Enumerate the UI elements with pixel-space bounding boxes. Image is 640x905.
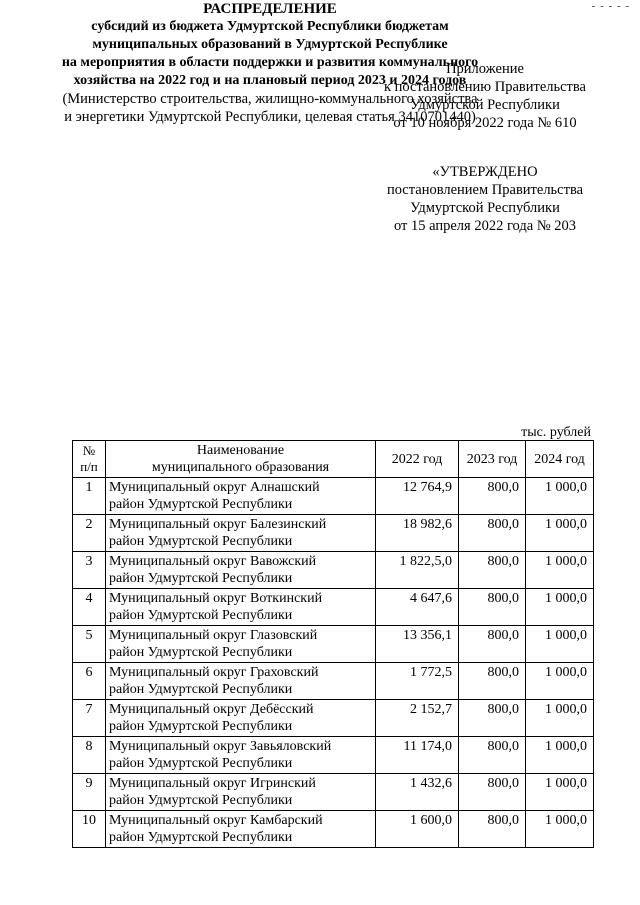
table-body	[73, 478, 594, 848]
page-mark: - - - - -	[591, 0, 630, 12]
value-2024: 1 000,0	[526, 552, 594, 589]
municipality-name	[106, 737, 376, 774]
row-number: 10	[73, 811, 106, 848]
municipality-name	[106, 774, 376, 811]
appendix-line: Удмуртской Республики	[410, 97, 560, 113]
table-row	[73, 774, 594, 811]
approved-line: от 15 апреля 2022 года № 203	[393, 218, 577, 234]
value-2024: 1 000,0	[526, 626, 594, 663]
table-row	[73, 552, 594, 589]
approved-line: «УТВЕРЖДЕНО	[432, 164, 538, 180]
value-2024: 1 000,0	[526, 478, 594, 515]
table-row	[73, 811, 594, 848]
row-number: 1	[73, 478, 106, 515]
municipality-name-line: район Удмуртской Республики	[109, 756, 293, 771]
value-2022: 4 647,6	[376, 589, 459, 626]
municipality-name-line: район Удмуртской Республики	[109, 608, 293, 623]
value-2023: 800,0	[459, 589, 526, 626]
header-2022: 2022 год	[376, 441, 459, 478]
value-2022: 11 174,0	[376, 737, 459, 774]
municipality-name-line: Муниципальный округ Дебёсский	[109, 702, 314, 717]
value-2024: 1 000,0	[526, 737, 594, 774]
municipality-name-line: район Удмуртской Республики	[109, 682, 293, 697]
value-2023: 800,0	[459, 737, 526, 774]
value-2022: 1 432,6	[376, 774, 459, 811]
value-2024: 1 000,0	[526, 700, 594, 737]
row-number: 7	[73, 700, 106, 737]
row-number: 3	[73, 552, 106, 589]
value-2023: 800,0	[459, 626, 526, 663]
table-row	[73, 663, 594, 700]
municipality-name-line: Муниципальный округ Граховский	[109, 665, 319, 680]
title-line: хозяйства на 2022 год и на плановый период 2023 и 2024 годов	[73, 73, 467, 88]
value-2024: 1 000,0	[526, 811, 594, 848]
value-2022: 1 772,5	[376, 663, 459, 700]
subtitle-line: и энергетики Удмуртской Республики, целевая статья 3410701440)	[64, 109, 476, 125]
table-row	[73, 515, 594, 552]
value-2022: 18 982,6	[376, 515, 459, 552]
municipality-name	[106, 663, 376, 700]
title-line: муниципальных образований в Удмуртской Республике	[92, 37, 448, 52]
row-number: 9	[73, 774, 106, 811]
municipality-name-line: Муниципальный округ Вавожский	[109, 554, 317, 569]
appendix-line: от 10 ноября 2022 года № 610	[393, 115, 577, 131]
value-2023: 800,0	[459, 552, 526, 589]
value-2022: 1 600,0	[376, 811, 459, 848]
value-2023: 800,0	[459, 811, 526, 848]
row-number: 6	[73, 663, 106, 700]
table-row	[73, 626, 594, 663]
table-header-row	[73, 441, 594, 478]
title-line: на мероприятия в области поддержки и развития коммунального	[61, 55, 479, 70]
municipality-name-line: Муниципальный округ Завьяловский	[109, 739, 332, 754]
municipality-name	[106, 700, 376, 737]
value-2022: 13 356,1	[376, 626, 459, 663]
value-2024: 1 000,0	[526, 663, 594, 700]
document-heading: РАСПРЕДЕЛЕНИЕ	[203, 1, 337, 17]
appendix-block	[355, 60, 615, 132]
table-row	[73, 737, 594, 774]
table-row	[73, 700, 594, 737]
approved-line: постановлением Правительства	[386, 182, 584, 198]
municipality-name	[106, 515, 376, 552]
value-2024: 1 000,0	[526, 515, 594, 552]
municipality-name-line: Муниципальный округ Алнашский	[109, 480, 320, 495]
header-number-line: №	[82, 443, 96, 458]
approved-line: Удмуртской Республики	[410, 200, 560, 216]
approved-block	[355, 163, 615, 235]
municipality-name	[106, 552, 376, 589]
municipality-name-line: район Удмуртской Республики	[109, 645, 293, 660]
municipality-name-line: район Удмуртской Республики	[109, 534, 293, 549]
row-number: 4	[73, 589, 106, 626]
header-number	[73, 441, 106, 478]
units-label: тыс. рублей	[521, 425, 591, 440]
value-2023: 800,0	[459, 515, 526, 552]
municipality-name-line: район Удмуртской Республики	[109, 830, 293, 845]
title-line: субсидий из бюджета Удмуртской Республики бюджетам	[91, 19, 449, 34]
row-number: 2	[73, 515, 106, 552]
header-name-line: Наименование	[196, 443, 285, 458]
municipality-name	[106, 589, 376, 626]
table-row	[73, 589, 594, 626]
header-number-line: п/п	[80, 459, 98, 474]
appendix-line: к постановлению Правительства	[384, 79, 586, 95]
municipality-name-line: Муниципальный округ Воткинский	[109, 591, 323, 606]
municipality-name-line: район Удмуртской Республики	[109, 571, 293, 586]
value-2023: 800,0	[459, 478, 526, 515]
value-2023: 800,0	[459, 663, 526, 700]
value-2022: 12 764,9	[376, 478, 459, 515]
municipality-name-line: район Удмуртской Республики	[109, 719, 293, 734]
municipality-name-line: район Удмуртской Республики	[109, 497, 293, 512]
value-2022: 1 822,5,0	[376, 552, 459, 589]
row-number: 5	[73, 626, 106, 663]
row-number: 8	[73, 737, 106, 774]
municipality-name	[106, 626, 376, 663]
municipality-name-line: район Удмуртской Республики	[109, 793, 293, 808]
header-name-line: муниципального образования	[151, 460, 330, 475]
municipality-name	[106, 478, 376, 515]
municipality-name-line: Муниципальный округ Камбарский	[109, 813, 323, 828]
value-2023: 800,0	[459, 700, 526, 737]
table-row	[73, 478, 594, 515]
value-2023: 800,0	[459, 774, 526, 811]
subtitle-line: (Министерство строительства, жилищно-коммунального хозяйства	[62, 91, 478, 107]
municipality-name	[106, 811, 376, 848]
municipality-name-line: Муниципальный округ Игринский	[109, 776, 316, 791]
subsidy-table	[72, 440, 594, 848]
header-2023: 2023 год	[459, 441, 526, 478]
value-2024: 1 000,0	[526, 774, 594, 811]
appendix-line: Приложение	[446, 61, 524, 77]
header-name	[106, 441, 376, 478]
header-2024: 2024 год	[526, 441, 594, 478]
municipality-name-line: Муниципальный округ Балезинский	[109, 517, 327, 532]
municipality-name-line: Муниципальный округ Глазовский	[109, 628, 318, 643]
value-2022: 2 152,7	[376, 700, 459, 737]
value-2024: 1 000,0	[526, 589, 594, 626]
